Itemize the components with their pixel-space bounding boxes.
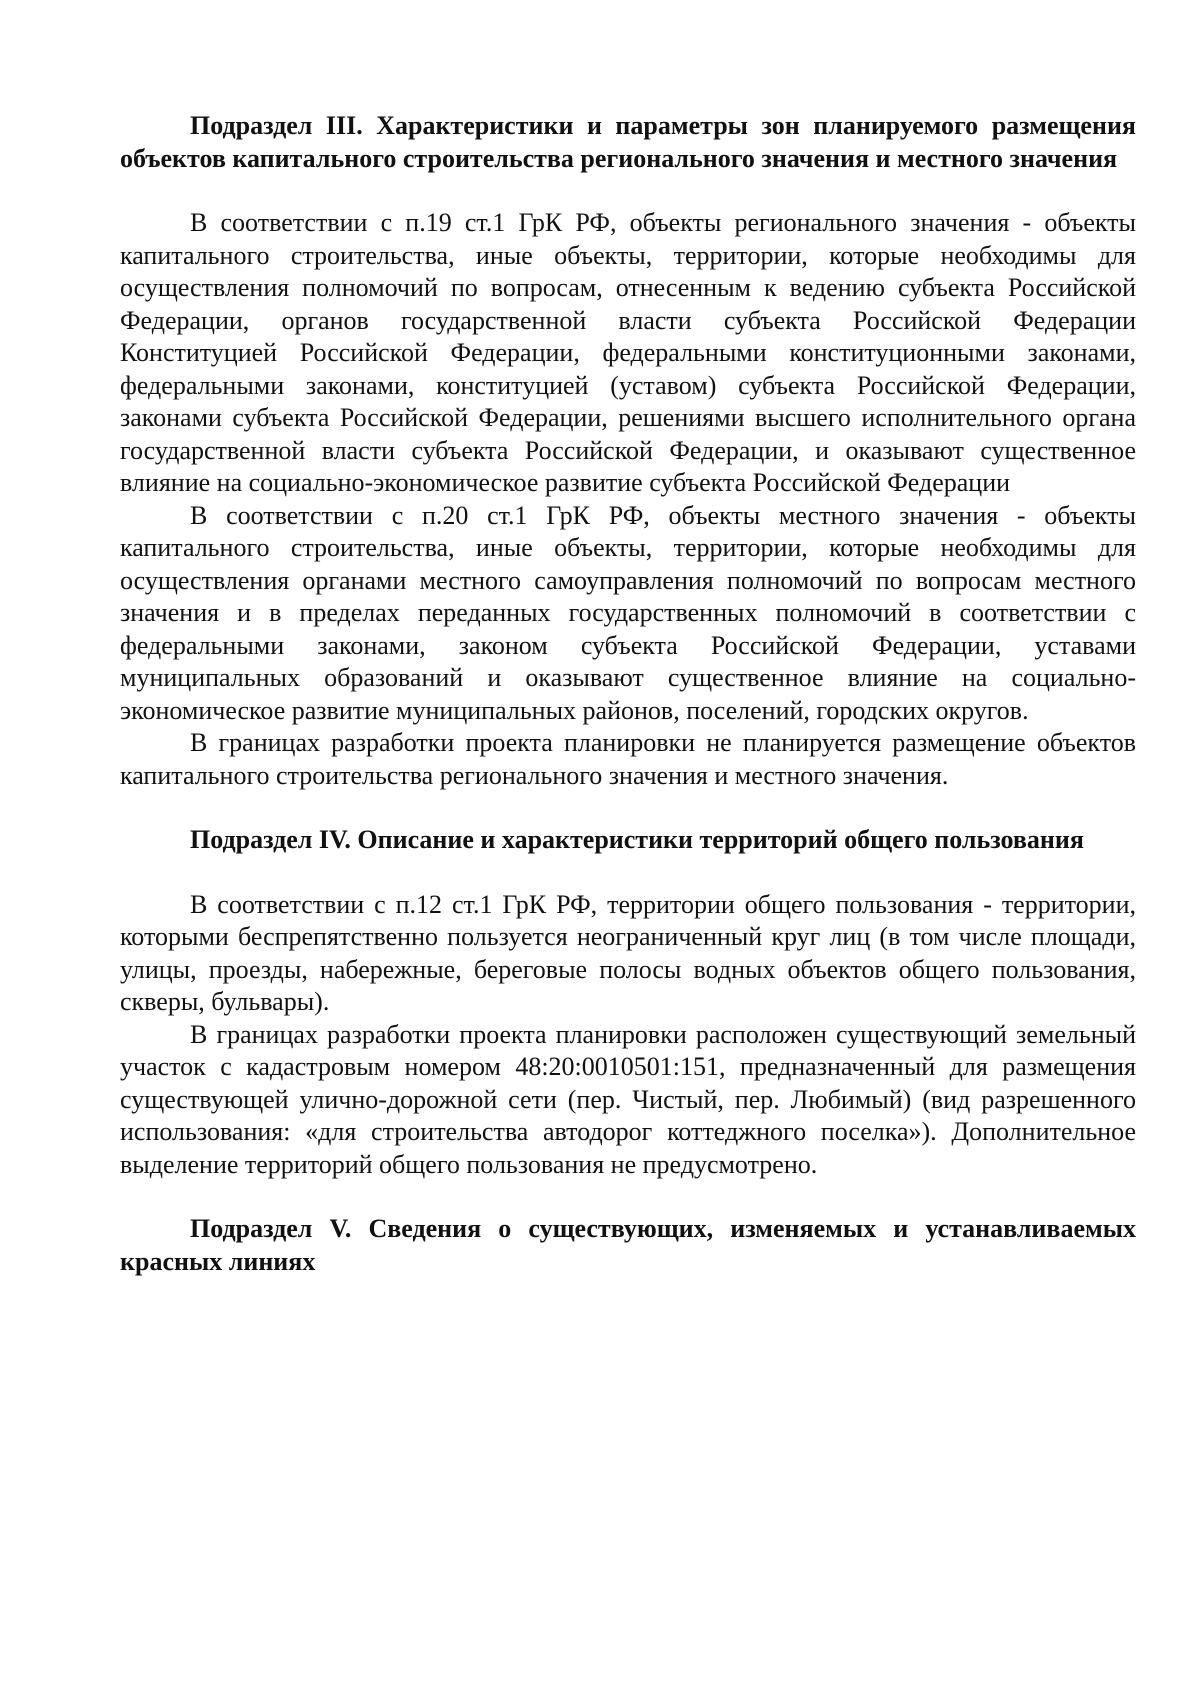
spacer: [120, 792, 1136, 824]
spacer: [120, 175, 1136, 207]
paragraph-land-plot: В границах разработки проекта планировки расположен существующий земельный участок с кадастровым номером 48:20:0010501:151, предназначенный для размещения существующей улично-дорожной сети (пер. Чистый, пер. Любимый) (вид разрешенного использования: «для строительства автодорог коттеджного поселка»). Дополнительное выделение территорий общего пользования не предусмотрено.: [120, 1019, 1136, 1179]
section-heading-iii: Подраздел III. Характеристики и параметры зон планируемого размещения объектов капитального строительства регионального значения и местного значения: [120, 111, 1136, 173]
paragraph-local-objects: В соответствии с п.20 ст.1 ГрК РФ, объекты местного значения - объекты капитального строительства, иные объекты, территории, которые необходимы для осуществления органами местного самоуправления полномочий по вопросам местного значения и в пределах переданных государственных полномочий в соответствии с федеральными законами, законом субъекта Российской Федерации, уставами муниципальных образований и оказывают существенное влияние на социально-экономическое развитие муниципальных районов, поселений, городских округов.: [120, 500, 1136, 725]
document-page: [120, 110, 1136, 1278]
paragraph-no-placement: В границах разработки проекта планировки не планируется размещение объектов капитального строительства регионального значения и местного значения.: [120, 728, 1136, 790]
section-heading-v: Подраздел V. Сведения о существующих, изменяемых и устанавливаемых красных линиях: [120, 1214, 1136, 1276]
paragraph-regional-objects: В соответствии с п.19 ст.1 ГрК РФ, объекты регионального значения - объекты капитального строительства, иные объекты, территории, которые необходимы для осуществления полномочий по вопросам, отнесенным к ведению субъекта Российской Федерации, органов государственной власти субъекта Российской Федерации Конституцией Российской Федерации, федеральными конституционными законами, федеральными законами, конституцией (уставом) субъекта Российской Федерации, законами субъекта Российской Федерации, решениями высшего исполнительного органа государственной власти субъекта Российской Федерации, и оказывают существенное влияние на социально-экономическое развитие субъекта Российской Федерации: [120, 208, 1136, 497]
section-heading-iv: Подраздел IV. Описание и характеристики территорий общего пользования: [190, 825, 1084, 854]
paragraph-public-territories: В соответствии с п.12 ст.1 ГрК РФ, территории общего пользования - территории, которыми беспрепятственно пользуется неограниченный круг лиц (в том числе площади, улицы, проезды, набережные, береговые полосы водных объектов общего пользования, скверы, бульвары).: [120, 889, 1136, 1016]
spacer: [120, 857, 1136, 889]
spacer: [120, 1181, 1136, 1213]
